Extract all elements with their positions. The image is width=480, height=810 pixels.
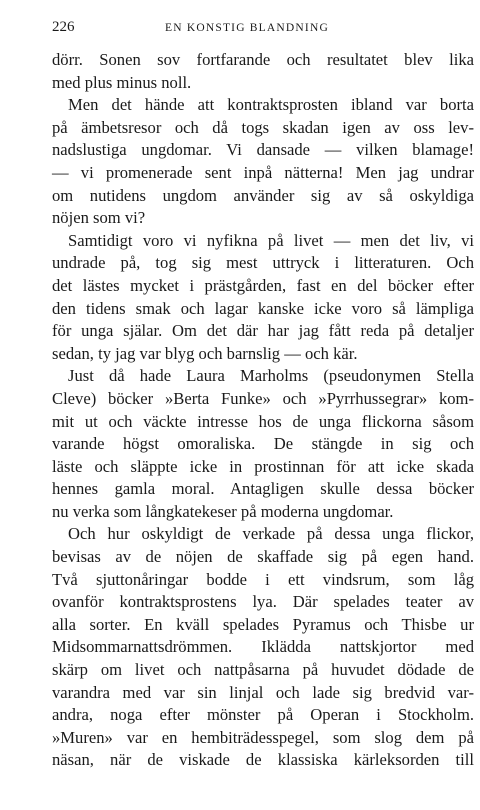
page-number: 226: [52, 19, 75, 35]
text-line: Midsommarnattsdrömmen. Iklädda nattskjortor med: [52, 637, 474, 657]
text-line: ovanför kontraktsprostens lya. Där spelades teater av: [52, 592, 474, 612]
text-line: för unga själar. Om det där har jag fått reda på detaljer: [52, 321, 474, 341]
text-line: bevisas av de nöjen de skaffade sig på egen hand.: [52, 547, 474, 567]
text-line: Just då hade Laura Marholms (pseudonymen Stella: [68, 366, 474, 386]
text-line: Cleve) böcker »Berta Funke» och »Pyrrhussegrar» kom-: [52, 388, 474, 408]
body-text: [52, 49, 474, 772]
text-line: nadslustiga ungdomar. Vi dansade — vilken blamage!: [52, 140, 474, 160]
text-line: hennes gamla moral. Antagligen skulle dessa böcker: [52, 479, 474, 499]
text-line: skärp om livet och nattpåsarna på huvudet dödade de: [52, 660, 474, 680]
running-title: EN KONSTIG BLANDNING: [165, 22, 329, 34]
text-line: dörr. Sonen sov fortfarande och resultatet blev lika: [52, 50, 474, 69]
text-line: med plus minus noll.: [52, 72, 192, 92]
text-line: mit ut och väckte intresse hos de unga flickorna såsom: [52, 411, 474, 431]
text-line: på ämbetsresor och då togs skadan igen av oss lev-: [52, 117, 474, 137]
text-line: varande högst omoraliska. De stängde in sig och: [52, 434, 474, 454]
text-line: det lästes mycket i prästgården, fast en del böcker efter: [52, 275, 474, 295]
text-line: alla sorter. En kväll spelades Pyramus och Thisbe ur: [52, 614, 474, 634]
text-line: näsan, när de viskade de klassiska kärleksorden till: [52, 750, 474, 770]
text-line: läste och släppte icke in prostinnan för att icke skada: [52, 456, 474, 476]
text-line: Samtidigt voro vi nyfikna på livet — men det liv, vi: [68, 230, 474, 250]
text-line: varandra med var sin linjal och lade sig bredvid var-: [52, 682, 474, 702]
text-line: nu verka som långkatekeser på moderna ungdomar.: [52, 501, 394, 521]
text-line: Två sjuttonåringar bodde i ett vindsrum, som låg: [52, 569, 474, 589]
text-line: »Muren» var en hembiträdesspegel, som slog dem på: [52, 727, 474, 747]
text-line: Men det hände att kontraktsprosten ibland var borta: [68, 95, 474, 115]
text-line: Och hur oskyldigt de verkade på dessa unga flickor,: [68, 524, 474, 544]
text-line: nöjen som vi?: [52, 208, 146, 228]
text-line: undrade på, tog sig mest uttryck i litteraturen. Och: [52, 253, 474, 273]
text-line: sedan, ty jag var blyg och barnslig — och kär.: [52, 343, 358, 363]
text-line: den tidens smak och lagar kanske icke voro så lämpliga: [52, 298, 474, 318]
text-line: om nutidens ungdom använder sig av så oskyldiga: [52, 185, 474, 205]
text-line: — vi promenerade sent inpå nätterna! Men jag undrar: [52, 162, 474, 182]
running-head: [52, 18, 442, 36]
text-line: andra, noga efter mönster på Operan i Stockholm.: [52, 705, 474, 725]
